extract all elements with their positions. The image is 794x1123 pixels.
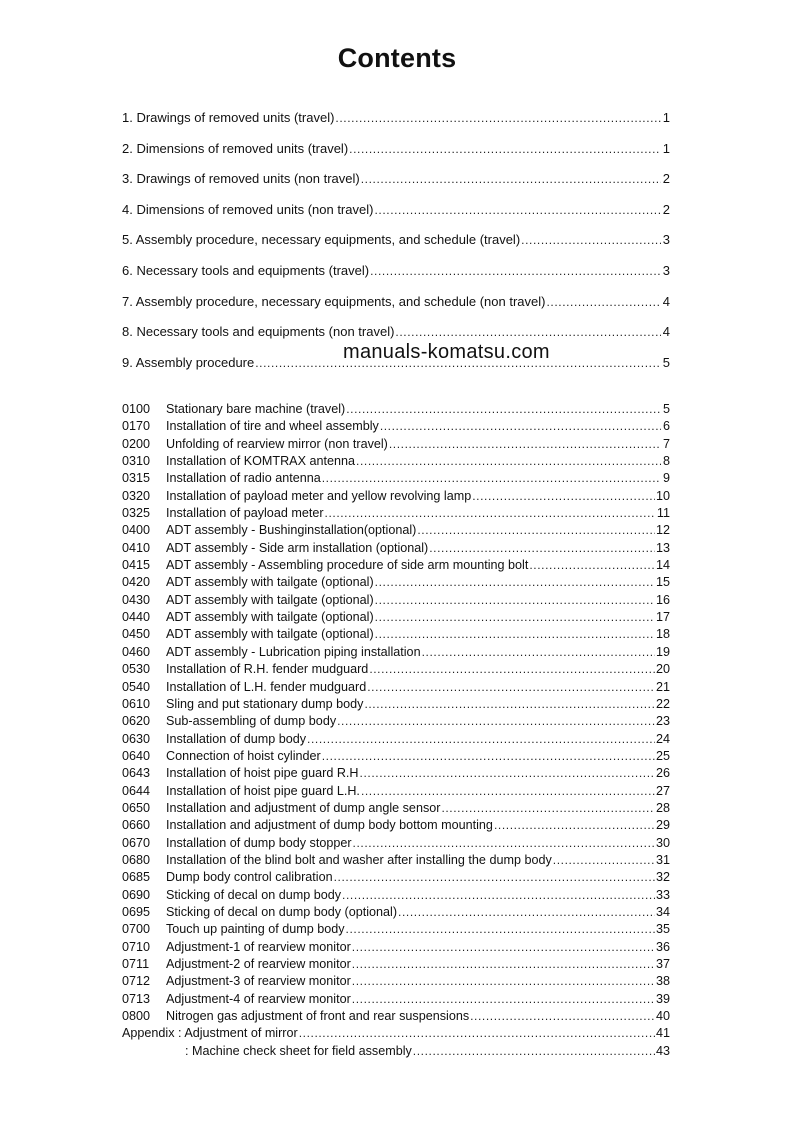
procedure-entry[interactable] <box>122 680 670 697</box>
procedure-page: 7 <box>662 436 670 451</box>
procedure-entry[interactable] <box>122 801 670 818</box>
procedure-entry[interactable] <box>122 940 670 957</box>
toc-entry[interactable] <box>122 171 670 202</box>
procedure-label: Installation of tire and wheel assembly <box>166 419 379 434</box>
dot-leader <box>325 506 656 520</box>
dot-leader <box>521 233 661 247</box>
dot-leader <box>352 957 655 971</box>
toc-entry-label: 4. Dimensions of removed units (non travel) <box>122 201 374 217</box>
procedure-entry[interactable] <box>122 697 670 714</box>
toc-entry-page: 5 <box>662 354 670 370</box>
procedure-code: 0325 <box>122 506 151 521</box>
procedure-code: 0610 <box>122 696 151 711</box>
procedure-label: Installation of hoist pipe guard R.H <box>166 766 359 781</box>
procedure-label: Installation of dump body <box>166 731 307 746</box>
procedure-code: 0620 <box>122 714 151 729</box>
appendix-entry[interactable] <box>122 1044 670 1061</box>
procedure-label: Unfolding of rearview mirror (non travel) <box>166 436 388 451</box>
procedure-code: 0630 <box>122 731 151 746</box>
procedure-page: 6 <box>662 419 670 434</box>
procedure-entry[interactable] <box>122 454 670 471</box>
appendix-entry[interactable] <box>122 1026 670 1043</box>
dot-leader <box>529 558 655 572</box>
procedure-code: 0650 <box>122 800 151 815</box>
procedure-code: 0643 <box>122 766 151 781</box>
procedure-page: 37 <box>655 957 670 971</box>
toc-entry-page: 2 <box>662 171 670 187</box>
dot-leader <box>422 645 655 659</box>
toc-entry[interactable] <box>122 141 670 172</box>
procedure-code: 0644 <box>122 783 151 798</box>
procedure-code: 0415 <box>122 558 151 573</box>
procedure-page: 5 <box>662 402 670 416</box>
procedure-contents-list <box>122 402 670 1061</box>
procedure-label: Adjustment-3 of rearview monitor <box>166 974 351 989</box>
appendix-label: : Machine check sheet for field assembly <box>185 1043 412 1058</box>
dot-leader <box>546 295 661 309</box>
procedure-label: Adjustment-4 of rearview monitor <box>166 991 351 1006</box>
procedure-entry[interactable] <box>122 541 670 558</box>
procedure-entry[interactable] <box>122 593 670 610</box>
procedure-label: Connection of hoist cylinder <box>166 748 321 763</box>
procedure-page: 35 <box>655 922 670 937</box>
procedure-entry[interactable] <box>122 784 670 801</box>
dot-leader <box>441 801 655 815</box>
dot-leader <box>342 888 655 902</box>
dot-leader <box>398 905 655 919</box>
procedure-code: 0670 <box>122 835 151 850</box>
procedure-page: 11 <box>656 506 670 521</box>
dot-leader <box>353 836 655 850</box>
toc-entry-page: 1 <box>662 110 670 125</box>
procedure-entry[interactable] <box>122 610 670 627</box>
procedure-code: 0430 <box>122 592 151 607</box>
toc-entry-label: 5. Assembly procedure, necessary equipments, and schedule (travel) <box>122 232 521 248</box>
procedure-page: 19 <box>655 644 670 659</box>
procedure-page: 23 <box>655 714 670 729</box>
dot-leader <box>375 575 655 589</box>
dot-leader <box>429 541 655 555</box>
toc-entry-label: 6. Necessary tools and equipments (travel) <box>122 262 370 278</box>
procedure-label: ADT assembly - Bushinginstallation(optional) <box>166 523 417 538</box>
procedure-entry[interactable] <box>122 714 670 731</box>
procedure-entry[interactable] <box>122 818 670 835</box>
procedure-label: Installation of radio antenna <box>166 471 321 486</box>
toc-entry[interactable] <box>122 202 670 233</box>
procedure-label: Dump body control calibration <box>166 870 333 885</box>
watermark-text: manuals-komatsu.com <box>343 341 550 363</box>
procedure-page: 32 <box>655 870 670 885</box>
procedure-entry[interactable] <box>122 1009 670 1026</box>
procedure-entry[interactable] <box>122 419 670 436</box>
dot-leader <box>349 142 661 156</box>
dot-leader <box>389 437 661 451</box>
toc-entry-label: 1. Drawings of removed units (travel) <box>122 110 335 125</box>
procedure-entry[interactable] <box>122 506 670 523</box>
dot-leader <box>380 419 661 433</box>
procedure-code: 0800 <box>122 1009 151 1024</box>
dot-leader <box>370 264 661 278</box>
procedure-label: Sling and put stationary dump body <box>166 696 364 711</box>
procedure-page: 22 <box>655 696 670 711</box>
procedure-code: 0530 <box>122 662 151 677</box>
toc-entry-page: 2 <box>662 201 670 217</box>
procedure-page: 24 <box>655 731 670 746</box>
dot-leader <box>361 784 655 798</box>
toc-entry-label: 9. Assembly procedure <box>122 354 255 370</box>
procedure-code: 0685 <box>122 870 151 885</box>
procedure-label: Sub-assembling of dump body <box>166 714 337 729</box>
procedure-label: Adjustment-1 of rearview monitor <box>166 939 351 954</box>
toc-entry-label: 7. Assembly procedure, necessary equipments, and schedule (non travel) <box>122 293 546 309</box>
procedure-page: 21 <box>655 679 670 694</box>
procedure-code: 0460 <box>122 644 151 659</box>
toc-entry-page: 1 <box>662 140 670 156</box>
procedure-entry[interactable] <box>122 922 670 939</box>
procedure-entry[interactable] <box>122 974 670 991</box>
appendix-page: 41 <box>655 1026 670 1041</box>
procedure-page: 10 <box>655 488 670 503</box>
procedure-label: Installation of payload meter and yellow revolving lamp <box>166 488 472 503</box>
dot-leader <box>361 172 661 186</box>
procedure-page: 9 <box>662 471 670 486</box>
dot-leader <box>375 610 655 624</box>
procedure-entry[interactable] <box>122 957 670 974</box>
procedure-code: 0410 <box>122 540 151 555</box>
procedure-code: 0315 <box>122 471 151 486</box>
procedure-entry[interactable] <box>122 489 670 506</box>
toc-entry-page: 3 <box>662 262 670 278</box>
procedure-page: 38 <box>655 974 670 989</box>
procedure-label: Installation of KOMTRAX antenna <box>166 454 356 469</box>
procedure-label: Sticking of decal on dump body <box>166 887 342 902</box>
dot-leader <box>413 1044 655 1058</box>
procedure-entry[interactable] <box>122 888 670 905</box>
procedure-page: 34 <box>655 904 670 919</box>
toc-entry-label: 8. Necessary tools and equipments (non travel) <box>122 324 395 340</box>
procedure-code: 0320 <box>122 488 151 503</box>
procedure-code: 0310 <box>122 454 151 469</box>
procedure-page: 26 <box>655 766 670 781</box>
procedure-label: ADT assembly - Lubrication piping installation <box>166 644 421 659</box>
procedure-code: 0700 <box>122 922 151 937</box>
procedure-label: Sticking of decal on dump body (optional) <box>166 904 398 919</box>
procedure-code: 0420 <box>122 575 151 590</box>
procedure-label: ADT assembly with tailgate (optional) <box>166 610 374 625</box>
procedure-entry[interactable] <box>122 645 670 662</box>
procedure-label: ADT assembly with tailgate (optional) <box>166 575 374 590</box>
procedure-entry[interactable] <box>122 853 670 870</box>
procedure-label: Installation of hoist pipe guard L.H. <box>166 783 360 798</box>
dot-leader <box>417 523 655 537</box>
procedure-code: 0100 <box>122 402 151 416</box>
procedure-page: 29 <box>655 818 670 833</box>
procedure-entry[interactable] <box>122 627 670 644</box>
procedure-page: 17 <box>655 610 670 625</box>
dot-leader <box>375 627 655 641</box>
dot-leader <box>346 402 661 416</box>
procedure-label: Installation of R.H. fender mudguard <box>166 662 369 677</box>
procedure-page: 33 <box>655 887 670 902</box>
procedure-label: Touch up painting of dump body <box>166 922 345 937</box>
procedure-label: Nitrogen gas adjustment of front and rear suspensions <box>166 1009 470 1024</box>
procedure-label: Adjustment-2 of rearview monitor <box>166 957 351 971</box>
toc-entry-label: 3. Drawings of removed units (non travel) <box>122 171 360 187</box>
dot-leader <box>322 749 655 763</box>
procedure-entry[interactable] <box>122 523 670 540</box>
procedure-label: Installation of dump body stopper <box>166 835 352 850</box>
procedure-label: Installation of payload meter <box>166 506 324 521</box>
procedure-code: 0400 <box>122 523 151 538</box>
procedure-entry[interactable] <box>122 402 670 419</box>
toc-entry[interactable] <box>122 263 670 294</box>
dot-leader <box>369 662 655 676</box>
procedure-code: 0640 <box>122 748 151 763</box>
dot-leader <box>395 325 661 339</box>
dot-leader <box>356 454 661 468</box>
procedure-page: 12 <box>655 523 670 538</box>
procedure-label: Installation and adjustment of dump body bottom mounting <box>166 818 493 833</box>
dot-leader <box>322 471 661 485</box>
procedure-entry[interactable] <box>122 766 670 783</box>
toc-entry-label: 2. Dimensions of removed units (travel) <box>122 140 349 156</box>
procedure-entry[interactable] <box>122 471 670 488</box>
dot-leader <box>360 766 655 780</box>
dot-leader <box>470 1009 655 1023</box>
procedure-label: ADT assembly with tailgate (optional) <box>166 627 374 642</box>
page-title: Contents <box>337 43 457 73</box>
dot-leader <box>352 940 655 954</box>
procedure-page: 20 <box>655 662 670 677</box>
procedure-page: 36 <box>655 939 670 954</box>
procedure-entry[interactable] <box>122 732 670 749</box>
procedure-code: 0440 <box>122 610 151 625</box>
dot-leader <box>346 922 655 936</box>
procedure-code: 0690 <box>122 887 151 902</box>
dot-leader <box>307 732 655 746</box>
procedure-entry[interactable] <box>122 905 670 922</box>
procedure-code: 0711 <box>122 957 150 971</box>
toc-entry[interactable] <box>122 110 670 141</box>
procedure-page: 18 <box>655 627 670 642</box>
procedure-label: Installation and adjustment of dump angle sensor <box>166 800 441 815</box>
dot-leader <box>553 853 655 867</box>
dot-leader <box>337 714 655 728</box>
procedure-page: 16 <box>655 592 670 607</box>
toc-entry-page: 3 <box>662 232 670 248</box>
procedure-entry[interactable] <box>122 575 670 592</box>
dot-leader <box>374 203 661 217</box>
procedure-label: Stationary bare machine (travel) <box>166 402 346 416</box>
procedure-code: 0660 <box>122 818 151 833</box>
procedure-entry[interactable] <box>122 836 670 853</box>
procedure-page: 30 <box>655 835 670 850</box>
procedure-code: 0540 <box>122 679 151 694</box>
procedure-code: 0695 <box>122 904 151 919</box>
procedure-label: Installation of L.H. fender mudguard <box>166 679 367 694</box>
dot-leader <box>364 697 655 711</box>
procedure-page: 14 <box>655 558 670 573</box>
procedure-page: 25 <box>655 748 670 763</box>
procedure-page: 39 <box>655 991 670 1006</box>
procedure-entry[interactable] <box>122 749 670 766</box>
toc-entry[interactable] <box>122 294 670 325</box>
dot-leader <box>352 974 655 988</box>
dot-leader <box>352 992 655 1006</box>
dot-leader <box>375 593 655 607</box>
procedure-entry[interactable] <box>122 558 670 575</box>
procedure-label: ADT assembly - Side arm installation (optional) <box>166 540 429 555</box>
appendix-prefix: Appendix <box>122 1026 175 1041</box>
procedure-label: ADT assembly with tailgate (optional) <box>166 592 374 607</box>
procedure-entry[interactable] <box>122 992 670 1009</box>
procedure-page: 31 <box>655 852 670 867</box>
procedure-code: 0710 <box>122 939 151 954</box>
procedure-entry[interactable] <box>122 662 670 679</box>
procedure-code: 0680 <box>122 852 151 867</box>
procedure-entry[interactable] <box>122 870 670 887</box>
procedure-code: 0450 <box>122 627 151 642</box>
procedure-label: ADT assembly - Assembling procedure of side arm mounting bolt <box>166 558 529 573</box>
dot-leader <box>494 818 655 832</box>
procedure-page: 27 <box>655 783 670 798</box>
dot-leader <box>299 1026 655 1040</box>
procedure-page: 28 <box>655 800 670 815</box>
dot-leader <box>472 489 655 503</box>
procedure-page: 13 <box>655 540 670 555</box>
procedure-page: 40 <box>655 1009 670 1024</box>
dot-leader <box>335 111 661 125</box>
procedure-page: 8 <box>662 454 670 469</box>
procedure-page: 15 <box>655 575 670 590</box>
procedure-code: 0170 <box>122 419 151 434</box>
appendix-label: : Adjustment of mirror <box>178 1026 298 1041</box>
dot-leader <box>367 680 655 694</box>
procedure-code: 0200 <box>122 436 151 451</box>
procedure-label: Installation of the blind bolt and washer after installing the dump body <box>166 852 552 867</box>
procedure-code: 0713 <box>122 991 151 1006</box>
toc-entry-page: 4 <box>662 324 670 340</box>
procedure-entry[interactable] <box>122 437 670 454</box>
toc-entry[interactable] <box>122 232 670 263</box>
procedure-code: 0712 <box>122 974 151 989</box>
toc-entry-page: 4 <box>662 293 670 309</box>
dot-leader <box>334 870 655 884</box>
appendix-page: 43 <box>655 1043 670 1058</box>
